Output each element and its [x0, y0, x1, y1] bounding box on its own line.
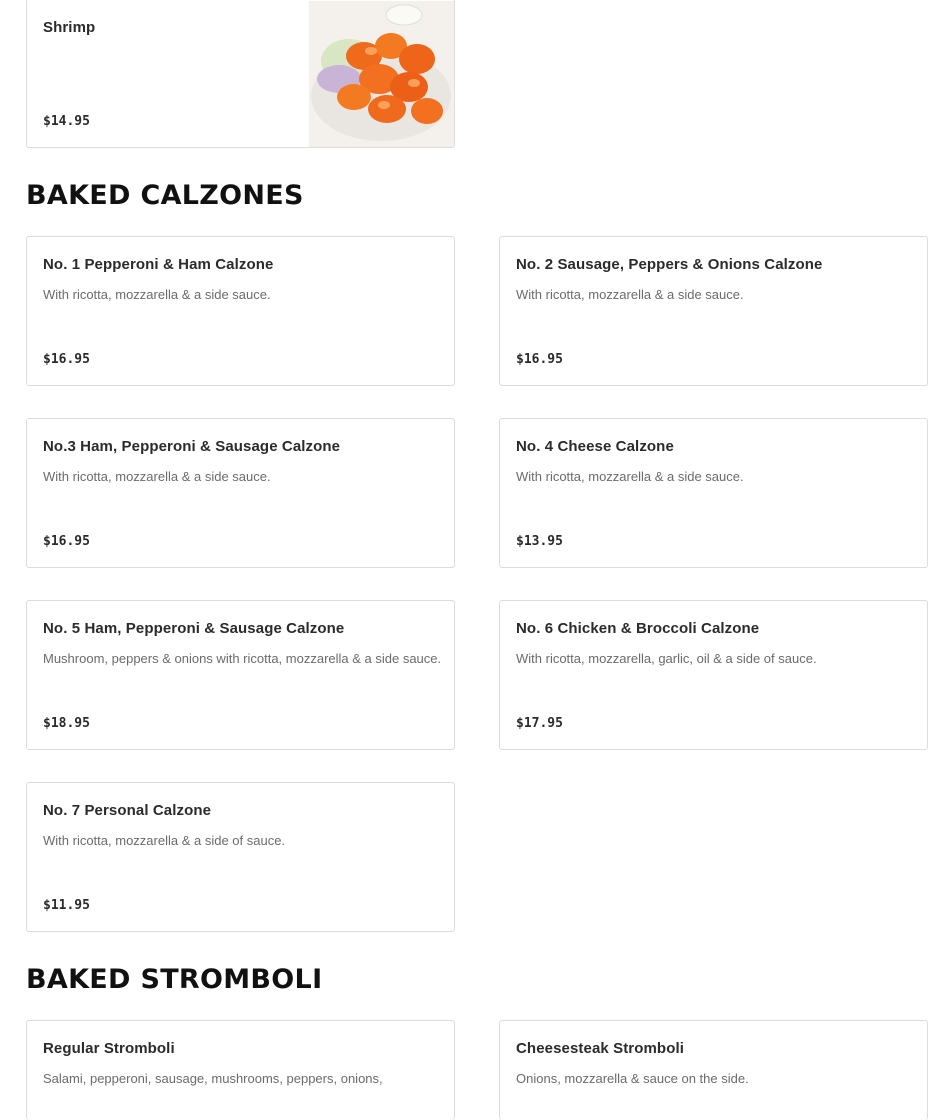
- menu-item-description: With ricotta, mozzarella & a side sauce.: [516, 287, 744, 302]
- menu-item-price: $16.95: [43, 534, 90, 549]
- menu-item-description: With ricotta, mozzarella & a side sauce.: [43, 469, 271, 484]
- menu-item-price: $11.95: [43, 898, 90, 913]
- menu-item-name: No.3 Ham, Pepperoni & Sausage Calzone: [43, 438, 341, 455]
- menu-item-card[interactable]: [26, 236, 455, 386]
- menu-item-card[interactable]: [26, 418, 455, 568]
- menu-item-name: Cheesesteak Stromboli: [516, 1040, 684, 1057]
- menu-item-description: With ricotta, mozzarella & a side of sauce.: [43, 833, 286, 848]
- menu-item-price: $13.95: [516, 534, 563, 549]
- menu-item-price: $17.95: [516, 716, 563, 731]
- menu-item-name: No. 4 Cheese Calzone: [516, 438, 674, 455]
- menu-item-card[interactable]: [499, 600, 928, 750]
- menu-item-price: $18.95: [43, 716, 90, 731]
- menu-item-card[interactable]: [26, 0, 455, 148]
- menu-item-name: No. 2 Sausage, Peppers & Onions Calzone: [516, 256, 823, 273]
- menu-item-price: $14.95: [43, 114, 90, 129]
- menu-item-description: With ricotta, mozzarella, garlic, oil & a side of sauce.: [516, 651, 817, 666]
- menu-item-card[interactable]: [26, 1020, 455, 1120]
- menu-item-description: Mushroom, peppers & onions with ricotta, mozzarella & a side sauce.: [43, 651, 442, 666]
- menu-item-description: Salami, pepperoni, sausage, mushrooms, peppers, onions,: [43, 1071, 383, 1086]
- menu-item-price: $16.95: [43, 352, 90, 367]
- menu-item-name: Shrimp: [43, 19, 96, 36]
- menu-item-name: No. 7 Personal Calzone: [43, 802, 212, 819]
- menu-item-price: $16.95: [516, 352, 563, 367]
- menu-item-description: Onions, mozzarella & sauce on the side.: [516, 1071, 749, 1086]
- section-title-baked-calzones: BAKED CALZONES: [26, 180, 304, 211]
- menu-item-card[interactable]: [499, 1020, 928, 1120]
- menu-item-card[interactable]: [26, 600, 455, 750]
- menu-item-name: No. 6 Chicken & Broccoli Calzone: [516, 620, 760, 637]
- menu-item-description: With ricotta, mozzarella & a side sauce.: [43, 287, 271, 302]
- buffalo-shrimp-photo: [309, 1, 454, 147]
- menu-item-name: No. 1 Pepperoni & Ham Calzone: [43, 256, 274, 273]
- menu-item-name: Regular Stromboli: [43, 1040, 175, 1057]
- section-title-baked-stromboli: BAKED STROMBOLI: [26, 964, 323, 995]
- menu-item-description: With ricotta, mozzarella & a side sauce.: [516, 469, 744, 484]
- menu-item-card[interactable]: [499, 418, 928, 568]
- menu-item-name: No. 5 Ham, Pepperoni & Sausage Calzone: [43, 620, 345, 637]
- menu-item-card[interactable]: [499, 236, 928, 386]
- menu-item-card[interactable]: [26, 782, 455, 932]
